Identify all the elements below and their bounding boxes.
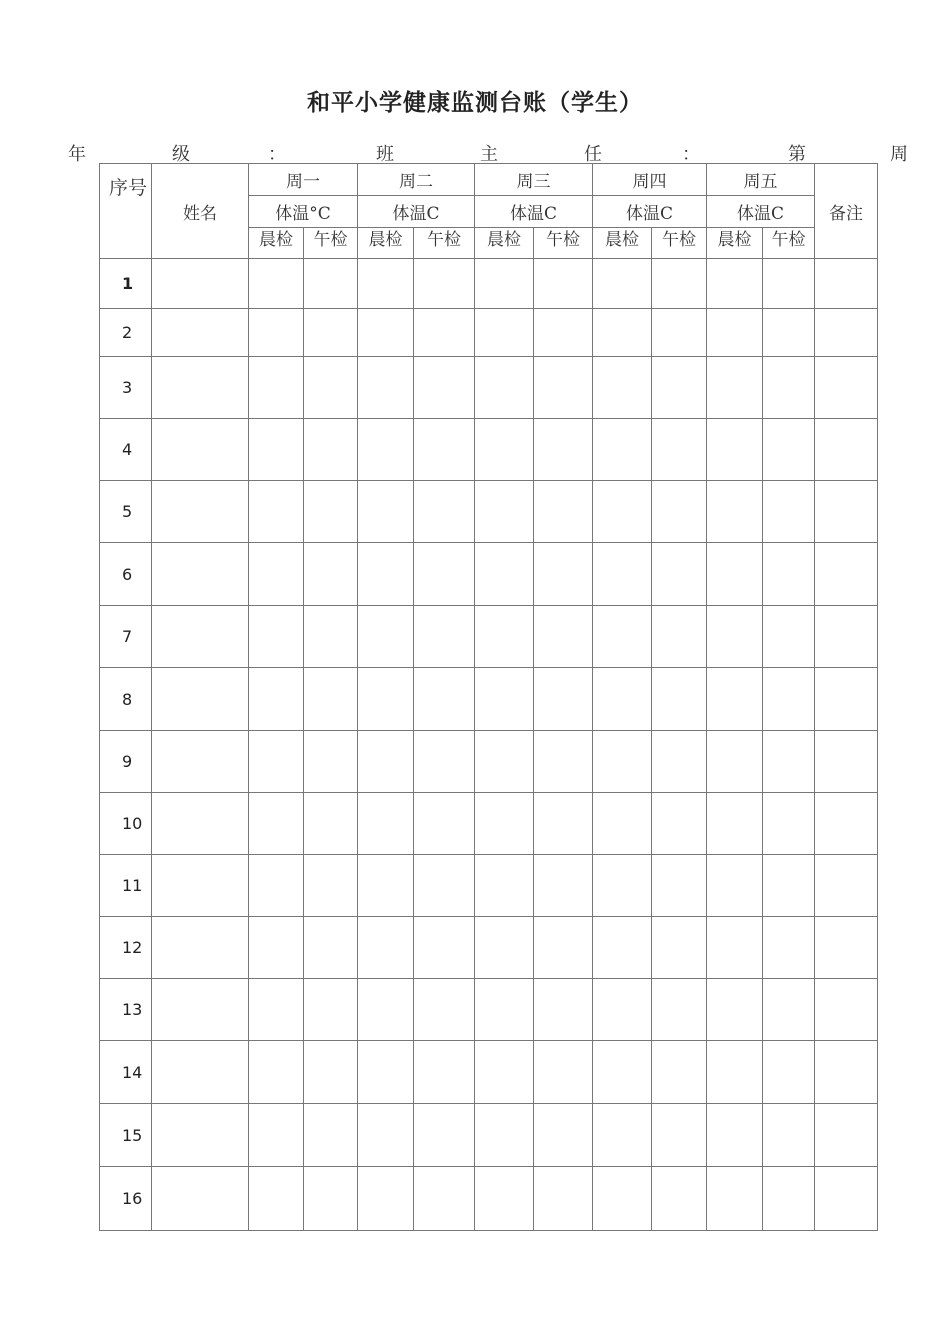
thu-morning-cell[interactable]: [593, 793, 652, 855]
tue-noon-cell[interactable]: [414, 357, 475, 419]
info-week-prefix: 第: [788, 144, 806, 165]
tue-morning-cell[interactable]: [358, 259, 414, 309]
row-number: 9: [100, 731, 152, 793]
header-name: 姓名: [152, 164, 249, 259]
fri-morning-cell[interactable]: [707, 1167, 763, 1231]
wed-morning-cell[interactable]: [475, 357, 534, 419]
tue-noon-cell[interactable]: [414, 481, 475, 543]
mon-morning-cell[interactable]: [249, 979, 304, 1041]
header-check-wed-morning: 晨检: [475, 228, 534, 259]
tue-morning-cell[interactable]: [358, 357, 414, 419]
mon-noon-cell[interactable]: [304, 731, 358, 793]
mon-morning-cell[interactable]: [249, 1041, 304, 1104]
name-cell[interactable]: [152, 259, 249, 309]
wed-noon-cell[interactable]: [534, 731, 593, 793]
thu-noon-cell[interactable]: [652, 979, 707, 1041]
remark-cell[interactable]: [815, 481, 878, 543]
thu-morning-cell[interactable]: [593, 731, 652, 793]
row-number: 14: [100, 1041, 152, 1104]
table-row: [100, 481, 878, 543]
info-week: 周: [890, 144, 908, 165]
tue-noon-cell[interactable]: [414, 855, 475, 917]
header-check-thu-morning: 晨检: [593, 228, 652, 259]
fri-noon-cell[interactable]: [763, 543, 815, 606]
health-ledger-table: [99, 163, 878, 1231]
mon-noon-cell[interactable]: [304, 419, 358, 481]
tue-morning-cell[interactable]: [358, 419, 414, 481]
mon-morning-cell[interactable]: [249, 309, 304, 357]
header-check-tue-noon: 午检: [414, 228, 475, 259]
remark-cell[interactable]: [815, 668, 878, 731]
tue-noon-cell[interactable]: [414, 1041, 475, 1104]
fri-noon-cell[interactable]: [763, 309, 815, 357]
fri-morning-cell[interactable]: [707, 979, 763, 1041]
fri-morning-cell[interactable]: [707, 855, 763, 917]
thu-morning-cell[interactable]: [593, 1167, 652, 1231]
thu-morning-cell[interactable]: [593, 1041, 652, 1104]
fri-noon-cell[interactable]: [763, 731, 815, 793]
mon-noon-cell[interactable]: [304, 1041, 358, 1104]
name-cell[interactable]: [152, 917, 249, 979]
fri-morning-cell[interactable]: [707, 731, 763, 793]
fri-noon-cell[interactable]: [763, 668, 815, 731]
table-row: [100, 259, 878, 309]
fri-morning-cell[interactable]: [707, 606, 763, 668]
row-number: 11: [100, 855, 152, 917]
mon-morning-cell[interactable]: [249, 357, 304, 419]
tue-noon-cell[interactable]: [414, 309, 475, 357]
wed-noon-cell[interactable]: [534, 1041, 593, 1104]
header-day-thu: 周四: [593, 164, 707, 196]
fri-noon-cell[interactable]: [763, 1041, 815, 1104]
fri-morning-cell[interactable]: [707, 668, 763, 731]
fri-morning-cell[interactable]: [707, 917, 763, 979]
thu-noon-cell[interactable]: [652, 419, 707, 481]
name-cell[interactable]: [152, 855, 249, 917]
fri-morning-cell[interactable]: [707, 419, 763, 481]
fri-noon-cell[interactable]: [763, 917, 815, 979]
fri-noon-cell[interactable]: [763, 606, 815, 668]
row-number: 8: [100, 668, 152, 731]
mon-morning-cell[interactable]: [249, 543, 304, 606]
wed-noon-cell[interactable]: [534, 481, 593, 543]
thu-noon-cell[interactable]: [652, 855, 707, 917]
tue-noon-cell[interactable]: [414, 259, 475, 309]
table-row: [100, 1041, 878, 1104]
row-number: 15: [100, 1104, 152, 1167]
thu-noon-cell[interactable]: [652, 606, 707, 668]
remark-cell[interactable]: [815, 979, 878, 1041]
mon-noon-cell[interactable]: [304, 1104, 358, 1167]
header-check-tue-morning: 晨检: [358, 228, 414, 259]
header-day-fri: 周五: [707, 164, 815, 196]
tue-morning-cell[interactable]: [358, 481, 414, 543]
header-check-fri-morning: 晨检: [707, 228, 763, 259]
fri-morning-cell[interactable]: [707, 1041, 763, 1104]
table-row: [100, 793, 878, 855]
thu-morning-cell[interactable]: [593, 855, 652, 917]
info-head: 主: [480, 144, 498, 165]
header-seq: 序号: [100, 164, 152, 259]
wed-morning-cell[interactable]: [475, 1104, 534, 1167]
tue-noon-cell[interactable]: [414, 606, 475, 668]
thu-morning-cell[interactable]: [593, 419, 652, 481]
thu-noon-cell[interactable]: [652, 731, 707, 793]
remark-cell[interactable]: [815, 917, 878, 979]
wed-noon-cell[interactable]: [534, 419, 593, 481]
wed-morning-cell[interactable]: [475, 606, 534, 668]
tue-noon-cell[interactable]: [414, 731, 475, 793]
thu-morning-cell[interactable]: [593, 668, 652, 731]
name-cell[interactable]: [152, 793, 249, 855]
tue-morning-cell[interactable]: [358, 309, 414, 357]
mon-morning-cell[interactable]: [249, 855, 304, 917]
fri-noon-cell[interactable]: [763, 855, 815, 917]
fri-morning-cell[interactable]: [707, 357, 763, 419]
mon-noon-cell[interactable]: [304, 793, 358, 855]
tue-morning-cell[interactable]: [358, 543, 414, 606]
table-row: [100, 606, 878, 668]
row-number: 2: [100, 309, 152, 357]
fri-noon-cell[interactable]: [763, 357, 815, 419]
fri-noon-cell[interactable]: [763, 481, 815, 543]
header-check-mon-noon: 午检: [304, 228, 358, 259]
row-number: 16: [100, 1167, 152, 1231]
table-row: [100, 309, 878, 357]
mon-noon-cell[interactable]: [304, 481, 358, 543]
info-colon-1: ：: [268, 144, 286, 165]
thu-morning-cell[interactable]: [593, 357, 652, 419]
remark-cell[interactable]: [815, 1167, 878, 1231]
header-temp-mon: 体温°C: [249, 196, 358, 228]
table-row: [100, 668, 878, 731]
thu-morning-cell[interactable]: [593, 481, 652, 543]
thu-noon-cell[interactable]: [652, 357, 707, 419]
mon-morning-cell[interactable]: [249, 481, 304, 543]
name-cell[interactable]: [152, 1167, 249, 1231]
tue-morning-cell[interactable]: [358, 1104, 414, 1167]
mon-morning-cell[interactable]: [249, 259, 304, 309]
tue-noon-cell[interactable]: [414, 793, 475, 855]
mon-noon-cell[interactable]: [304, 855, 358, 917]
tue-morning-cell[interactable]: [358, 668, 414, 731]
thu-noon-cell[interactable]: [652, 1041, 707, 1104]
thu-morning-cell[interactable]: [593, 1104, 652, 1167]
remark-cell[interactable]: [815, 731, 878, 793]
mon-morning-cell[interactable]: [249, 731, 304, 793]
wed-morning-cell[interactable]: [475, 481, 534, 543]
wed-noon-cell[interactable]: [534, 917, 593, 979]
thu-morning-cell[interactable]: [593, 259, 652, 309]
row-number: 3: [100, 357, 152, 419]
fri-morning-cell[interactable]: [707, 1104, 763, 1167]
header-day-tue: 周二: [358, 164, 475, 196]
wed-noon-cell[interactable]: [534, 259, 593, 309]
header-remark: 备注: [815, 164, 878, 259]
tue-noon-cell[interactable]: [414, 917, 475, 979]
wed-morning-cell[interactable]: [475, 419, 534, 481]
name-cell[interactable]: [152, 668, 249, 731]
mon-noon-cell[interactable]: [304, 309, 358, 357]
info-class: 班: [376, 144, 394, 165]
tue-noon-cell[interactable]: [414, 979, 475, 1041]
wed-morning-cell[interactable]: [475, 731, 534, 793]
wed-noon-cell[interactable]: [534, 668, 593, 731]
tue-noon-cell[interactable]: [414, 1104, 475, 1167]
fri-noon-cell[interactable]: [763, 419, 815, 481]
remark-cell[interactable]: [815, 793, 878, 855]
wed-noon-cell[interactable]: [534, 606, 593, 668]
mon-noon-cell[interactable]: [304, 668, 358, 731]
header-check-thu-noon: 午检: [652, 228, 707, 259]
table-row: [100, 1104, 878, 1167]
mon-noon-cell[interactable]: [304, 357, 358, 419]
table-row: [100, 419, 878, 481]
thu-noon-cell[interactable]: [652, 1167, 707, 1231]
row-number: 7: [100, 606, 152, 668]
wed-morning-cell[interactable]: [475, 979, 534, 1041]
thu-noon-cell[interactable]: [652, 481, 707, 543]
page-title: 和平小学健康监测台账（学生）: [307, 90, 643, 116]
row-number: 6: [100, 543, 152, 606]
wed-morning-cell[interactable]: [475, 1041, 534, 1104]
mon-morning-cell[interactable]: [249, 1167, 304, 1231]
mon-morning-cell[interactable]: [249, 1104, 304, 1167]
tue-morning-cell[interactable]: [358, 979, 414, 1041]
fri-noon-cell[interactable]: [763, 1104, 815, 1167]
name-cell[interactable]: [152, 979, 249, 1041]
table-row: [100, 917, 878, 979]
remark-cell[interactable]: [815, 259, 878, 309]
tue-morning-cell[interactable]: [358, 606, 414, 668]
header-temp-thu: 体温C: [593, 196, 707, 228]
thu-noon-cell[interactable]: [652, 259, 707, 309]
mon-morning-cell[interactable]: [249, 419, 304, 481]
header-temp-wed: 体温C: [475, 196, 593, 228]
tue-noon-cell[interactable]: [414, 1167, 475, 1231]
wed-noon-cell[interactable]: [534, 543, 593, 606]
thu-noon-cell[interactable]: [652, 917, 707, 979]
tue-morning-cell[interactable]: [358, 793, 414, 855]
fri-morning-cell[interactable]: [707, 259, 763, 309]
thu-morning-cell[interactable]: [593, 979, 652, 1041]
mon-morning-cell[interactable]: [249, 917, 304, 979]
table-row: [100, 855, 878, 917]
table-row: [100, 543, 878, 606]
tue-morning-cell[interactable]: [358, 1167, 414, 1231]
remark-cell[interactable]: [815, 606, 878, 668]
row-number: 5: [100, 481, 152, 543]
row-number: 10: [100, 793, 152, 855]
mon-morning-cell[interactable]: [249, 668, 304, 731]
tue-morning-cell[interactable]: [358, 731, 414, 793]
fri-morning-cell[interactable]: [707, 543, 763, 606]
name-cell[interactable]: [152, 1041, 249, 1104]
remark-cell[interactable]: [815, 357, 878, 419]
row-number: 12: [100, 917, 152, 979]
mon-noon-cell[interactable]: [304, 917, 358, 979]
wed-noon-cell[interactable]: [534, 855, 593, 917]
fri-morning-cell[interactable]: [707, 481, 763, 543]
thu-noon-cell[interactable]: [652, 1104, 707, 1167]
info-grade-level: 级: [172, 144, 190, 165]
row-number: 4: [100, 419, 152, 481]
header-check-mon-morning: 晨检: [249, 228, 304, 259]
thu-morning-cell[interactable]: [593, 309, 652, 357]
remark-cell[interactable]: [815, 1041, 878, 1104]
wed-morning-cell[interactable]: [475, 793, 534, 855]
table-row: [100, 357, 878, 419]
table-row: [100, 979, 878, 1041]
wed-morning-cell[interactable]: [475, 543, 534, 606]
mon-noon-cell[interactable]: [304, 979, 358, 1041]
mon-noon-cell[interactable]: [304, 606, 358, 668]
info-line: [0, 140, 950, 164]
header-check-fri-noon: 午检: [763, 228, 815, 259]
thu-morning-cell[interactable]: [593, 917, 652, 979]
wed-morning-cell[interactable]: [475, 668, 534, 731]
row-number: 13: [100, 979, 152, 1041]
name-cell[interactable]: [152, 543, 249, 606]
fri-noon-cell[interactable]: [763, 793, 815, 855]
mon-morning-cell[interactable]: [249, 793, 304, 855]
fri-noon-cell[interactable]: [763, 1167, 815, 1231]
thu-noon-cell[interactable]: [652, 668, 707, 731]
remark-cell[interactable]: [815, 855, 878, 917]
thu-morning-cell[interactable]: [593, 543, 652, 606]
header-day-mon: 周一: [249, 164, 358, 196]
row-number: 1: [100, 259, 152, 309]
fri-morning-cell[interactable]: [707, 309, 763, 357]
wed-noon-cell[interactable]: [534, 979, 593, 1041]
wed-morning-cell[interactable]: [475, 917, 534, 979]
tue-morning-cell[interactable]: [358, 855, 414, 917]
thu-noon-cell[interactable]: [652, 543, 707, 606]
name-cell[interactable]: [152, 606, 249, 668]
wed-noon-cell[interactable]: [534, 1104, 593, 1167]
table-row: [100, 731, 878, 793]
remark-cell[interactable]: [815, 309, 878, 357]
wed-morning-cell[interactable]: [475, 855, 534, 917]
thu-noon-cell[interactable]: [652, 309, 707, 357]
remark-cell[interactable]: [815, 543, 878, 606]
tue-noon-cell[interactable]: [414, 543, 475, 606]
thu-noon-cell[interactable]: [652, 793, 707, 855]
name-cell[interactable]: [152, 309, 249, 357]
info-teacher: 任: [584, 144, 602, 165]
wed-morning-cell[interactable]: [475, 309, 534, 357]
tue-morning-cell[interactable]: [358, 1041, 414, 1104]
header-temp-fri: 体温C: [707, 196, 815, 228]
mon-morning-cell[interactable]: [249, 606, 304, 668]
info-colon-2: ：: [682, 144, 700, 165]
wed-noon-cell[interactable]: [534, 1167, 593, 1231]
ledger-body: [100, 259, 878, 1231]
thu-morning-cell[interactable]: [593, 606, 652, 668]
tue-noon-cell[interactable]: [414, 419, 475, 481]
wed-morning-cell[interactable]: [475, 1167, 534, 1231]
mon-noon-cell[interactable]: [304, 543, 358, 606]
name-cell[interactable]: [152, 357, 249, 419]
mon-noon-cell[interactable]: [304, 1167, 358, 1231]
name-cell[interactable]: [152, 731, 249, 793]
fri-morning-cell[interactable]: [707, 793, 763, 855]
tue-noon-cell[interactable]: [414, 668, 475, 731]
name-cell[interactable]: [152, 481, 249, 543]
wed-noon-cell[interactable]: [534, 793, 593, 855]
tue-morning-cell[interactable]: [358, 917, 414, 979]
table-row: [100, 1167, 878, 1231]
name-cell[interactable]: [152, 419, 249, 481]
fri-noon-cell[interactable]: [763, 259, 815, 309]
wed-morning-cell[interactable]: [475, 259, 534, 309]
fri-noon-cell[interactable]: [763, 979, 815, 1041]
name-cell[interactable]: [152, 1104, 249, 1167]
remark-cell[interactable]: [815, 419, 878, 481]
header-temp-tue: 体温C: [358, 196, 475, 228]
header-day-wed: 周三: [475, 164, 593, 196]
wed-noon-cell[interactable]: [534, 309, 593, 357]
remark-cell[interactable]: [815, 1104, 878, 1167]
mon-noon-cell[interactable]: [304, 259, 358, 309]
wed-noon-cell[interactable]: [534, 357, 593, 419]
header-check-wed-noon: 午检: [534, 228, 593, 259]
info-grade: 年: [68, 144, 86, 165]
